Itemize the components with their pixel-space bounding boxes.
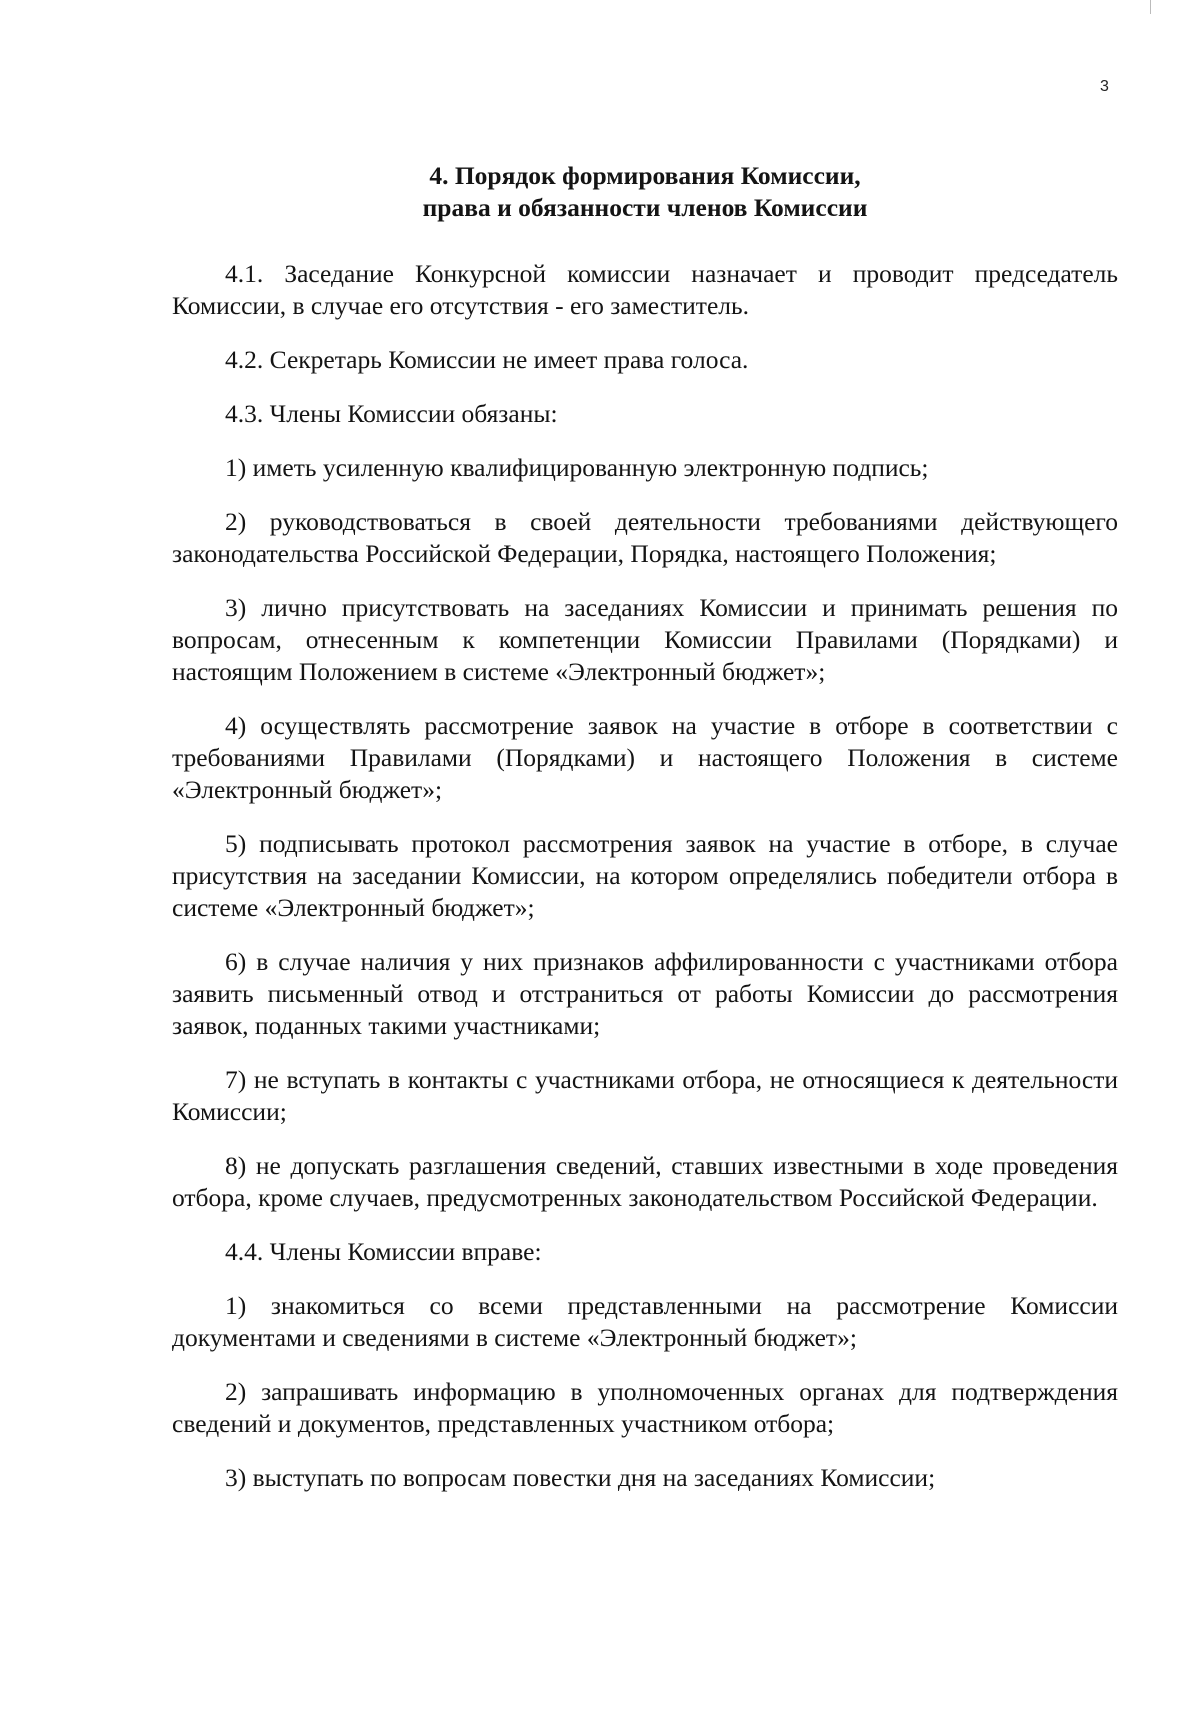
section-heading xyxy=(172,160,1118,224)
section-body xyxy=(172,258,1118,1494)
paragraph-4-3: 4.3. Члены Комиссии обязаны: xyxy=(225,399,558,428)
section-heading-line-2: права и обязанности членов Комиссии xyxy=(422,193,868,222)
duty-item-7: 7) не вступать в контакты с участниками отбора, не относящиеся к деятельности Комиссии; xyxy=(172,1065,1118,1126)
right-item-2: 2) запрашивать информацию в уполномоченных органах для подтверждения сведений и документов, представленных участником отбора; xyxy=(172,1377,1118,1438)
duty-item-2: 2) руководствоваться в своей деятельности требованиями действующего законодательства Российской Федерации, Порядка, настоящего Положения; xyxy=(172,507,1118,568)
page-number: 3 xyxy=(1100,78,1109,95)
duty-item-4: 4) осуществлять рассмотрение заявок на участие в отборе в соответствии с требованиями Правилами (Порядками) и настоящего Положения в системе «Электронный бюджет»; xyxy=(172,711,1118,804)
duty-item-1: 1) иметь усиленную квалифицированную электронную подпись; xyxy=(225,453,929,482)
paragraph-4-1: 4.1. Заседание Конкурсной комиссии назначает и проводит председатель Комиссии, в случае его отсутствия - его заместитель. xyxy=(172,259,1118,320)
duty-item-3: 3) лично присутствовать на заседаниях Комиссии и принимать решения по вопросам, отнесенным к компетенции Комиссии Правилами (Порядками) и настоящим Положением в системе «Электронный бюджет»; xyxy=(172,593,1118,686)
section-heading-line-1: 4. Порядок формирования Комиссии, xyxy=(429,161,861,190)
duty-item-5: 5) подписывать протокол рассмотрения заявок на участие в отборе, в случае присутствия на заседании Комиссии, на котором определялись победители отбора в системе «Электронный бюджет»; xyxy=(172,829,1118,922)
right-item-1: 1) знакомиться со всеми представленными на рассмотрение Комиссии документами и сведениями в системе «Электронный бюджет»; xyxy=(172,1291,1118,1352)
duty-item-8: 8) не допускать разглашения сведений, ставших известными в ходе проведения отбора, кроме случаев, предусмотренных законодательством Российской Федерации. xyxy=(172,1151,1118,1212)
duty-item-6: 6) в случае наличия у них признаков аффилированности с участниками отбора заявить письменный отвод и отстраниться от работы Комиссии до рассмотрения заявок, поданных такими участниками; xyxy=(172,947,1118,1040)
right-item-3: 3) выступать по вопросам повестки дня на заседаниях Комиссии; xyxy=(225,1463,936,1492)
paragraph-4-2: 4.2. Секретарь Комиссии не имеет права голоса. xyxy=(225,345,749,374)
scan-edge-mark xyxy=(1150,0,1151,14)
paragraph-4-4: 4.4. Члены Комиссии вправе: xyxy=(225,1237,542,1266)
